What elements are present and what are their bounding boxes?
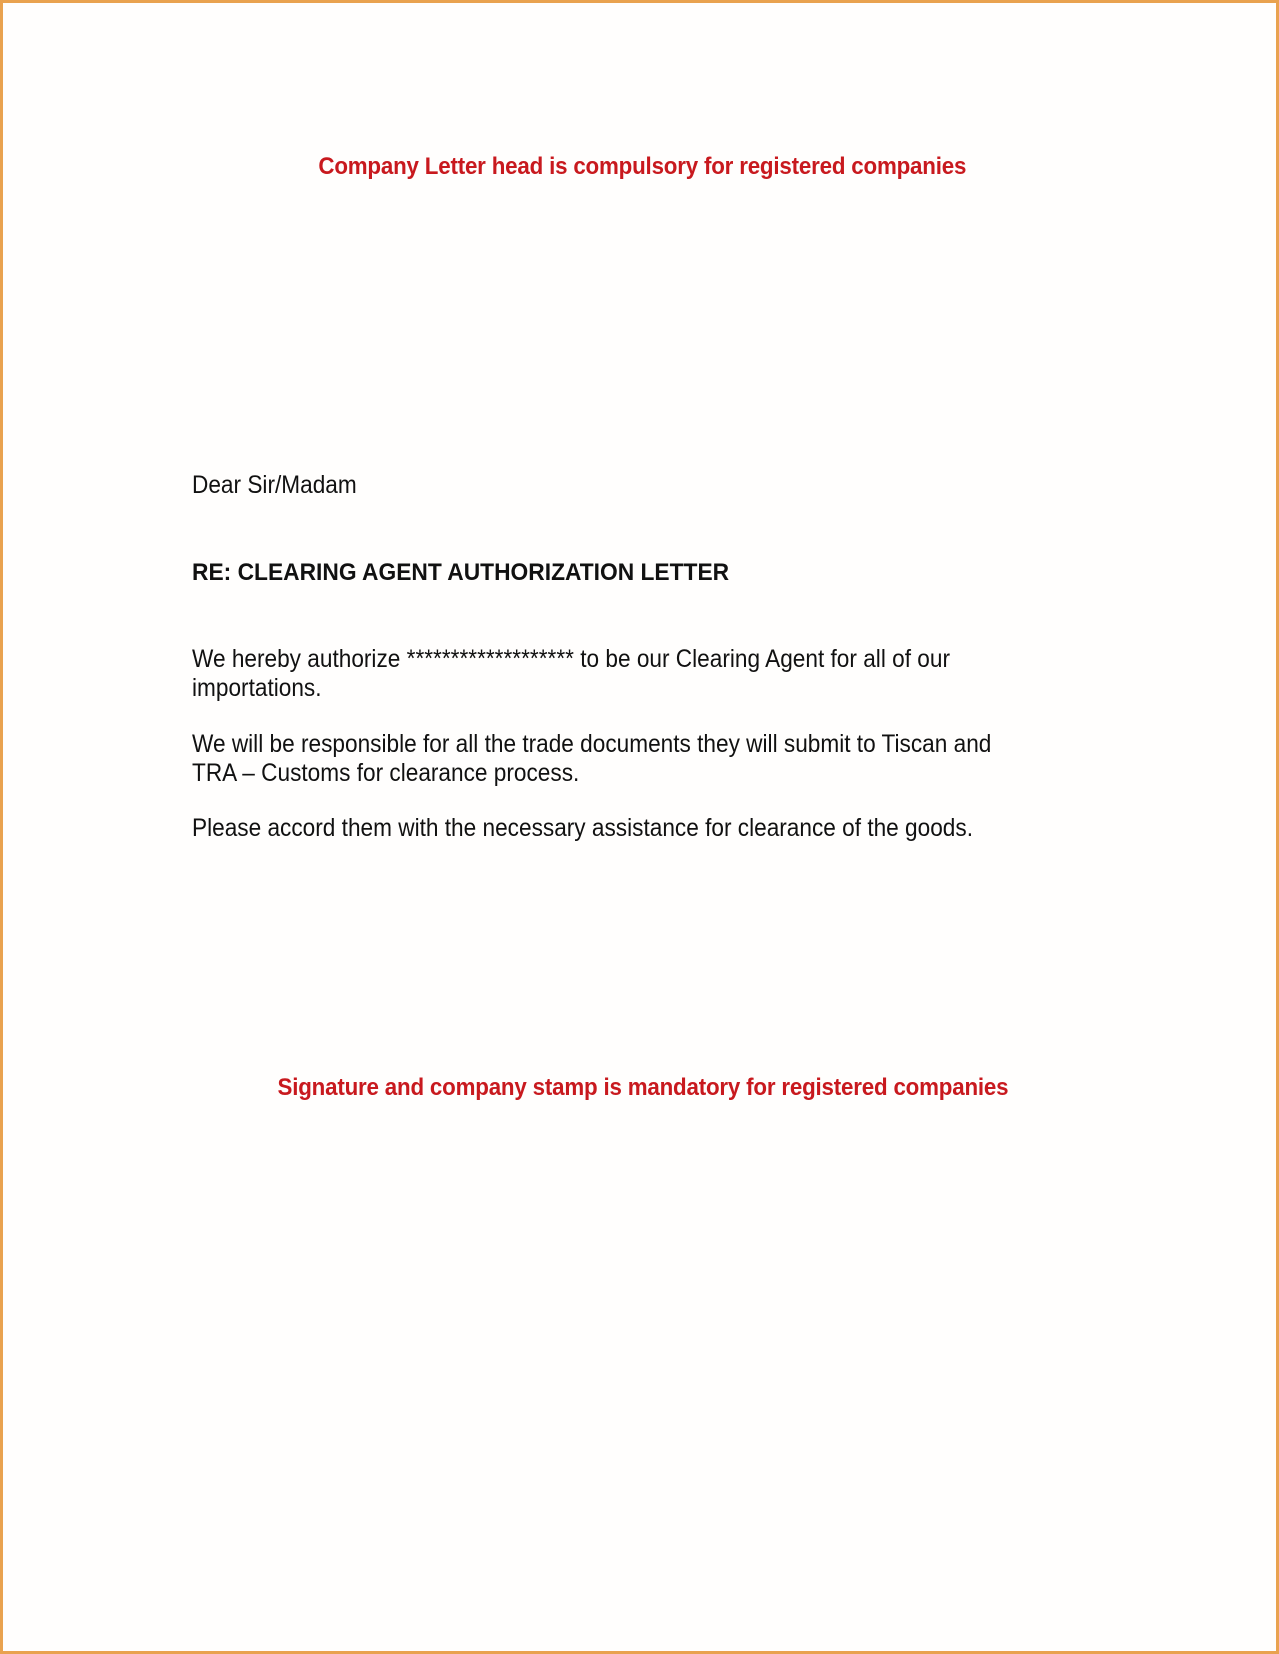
salutation: [192, 471, 1092, 500]
paragraph-line: Please accord them with the necessary assistance for clearance of the goods.: [192, 814, 973, 842]
paragraph-line: TRA – Customs for clearance process.: [192, 758, 580, 787]
paragraph-authorization: [192, 645, 1092, 702]
paragraph-responsibility: [192, 730, 1092, 787]
salutation-text: Dear Sir/Madam: [192, 471, 357, 499]
paragraph-line: importations.: [192, 673, 322, 702]
letterhead-notice: [3, 153, 1279, 181]
paragraph-request: [192, 814, 1092, 843]
paragraph-line: We hereby authorize ******************* to be our Clearing Agent for all of our: [192, 645, 950, 673]
subject-text: RE: CLEARING AGENT AUTHORIZATION LETTER: [192, 559, 730, 586]
signature-notice-text: Signature and company stamp is mandatory for registered companies: [277, 1074, 1008, 1101]
paragraph-line: We will be responsible for all the trade documents they will submit to Tiscan and: [192, 730, 992, 758]
signature-notice: [3, 1074, 1279, 1102]
letterhead-notice-text: Company Letter head is compulsory for registered companies: [318, 153, 967, 180]
subject-line: [192, 559, 1092, 588]
